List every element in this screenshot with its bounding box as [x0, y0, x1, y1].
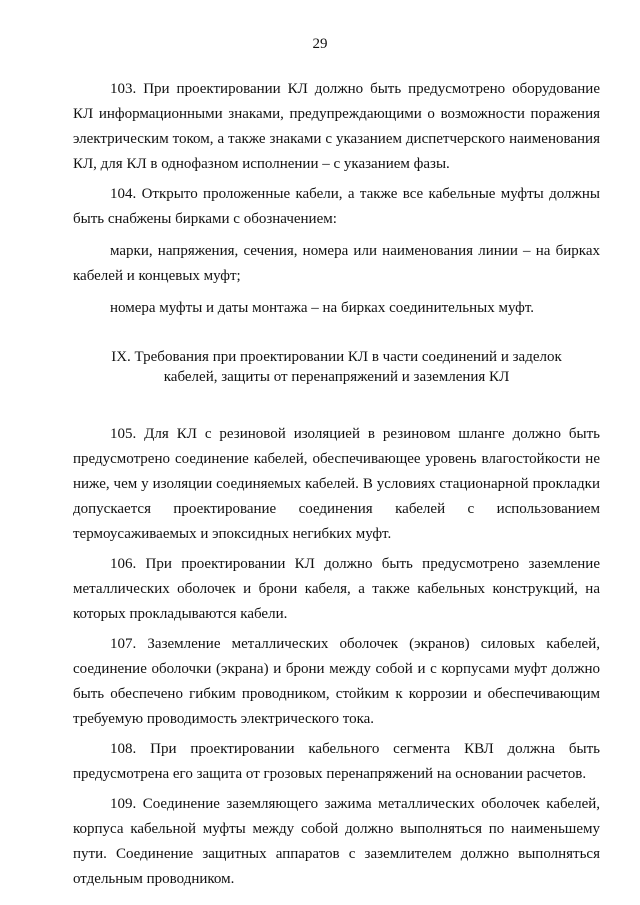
paragraph-104-item-2: номера муфты и даты монтажа – на бирках соединительных муфт.	[110, 300, 535, 316]
document-body	[73, 77, 600, 897]
paragraph-104-item-1: марки, напряжения, сечения, номера или наименования линии – на бирках кабелей и концевых муфт;	[73, 243, 600, 284]
paragraph-108: 108. При проектировании кабельного сегмента КВЛ должна быть предусмотрена его защита от грозовых перенапряжений на основании расчетов.	[73, 741, 600, 782]
paragraph-107: 107. Заземление металлических оболочек (экранов) силовых кабелей, соединение оболочки (экрана) и брони между собой и с корпусами муфт должно быть обеспечено гибким проводником, стойким к коррозии и обеспечивающим требуемую проводимость электрического тока.	[73, 636, 600, 727]
paragraph-106: 106. При проектировании КЛ должно быть предусмотрено заземление металлических оболочек и брони кабеля, а также кабельных конструкций, на которых прокладываются кабели.	[73, 556, 600, 622]
paragraph-105: 105. Для КЛ с резиновой изоляцией в резиновом шланге должно быть предусмотрено соединение кабелей, обеспечивающее уровень влагостойкости не ниже, чем у изоляции соединяемых кабелей. В условиях стационарной прокладки допускается проектирование соединения кабелей с использованием термоусаживаемых и эпоксидных негибких муфт.	[73, 426, 600, 542]
section-heading-line-1: IX. Требования при проектировании КЛ в части соединений и заделок	[111, 349, 562, 365]
paragraph-104: 104. Открыто проложенные кабели, а также все кабельные муфты должны быть снабжены бирками с обозначением:	[73, 186, 600, 227]
paragraph-109: 109. Соединение заземляющего зажима металлических оболочек кабелей, корпуса кабельной муфты между собой должно выполняться по наименьшему пути. Соединение защитных аппаратов с заземлителем должно выполняться отдельным проводником.	[73, 796, 600, 887]
paragraph-103: 103. При проектировании КЛ должно быть предусмотрено оборудование КЛ информационными знаками, предупреждающими о возможности поражения электрическим током, а также знаками с указанием диспетчерского наименования КЛ, для КЛ в однофазном исполнении – с указанием фазы.	[73, 81, 600, 172]
section-heading-line-2: кабелей, защиты от перенапряжений и заземления КЛ	[163, 369, 510, 385]
section-heading	[73, 347, 600, 387]
page-number: 29	[312, 36, 328, 52]
